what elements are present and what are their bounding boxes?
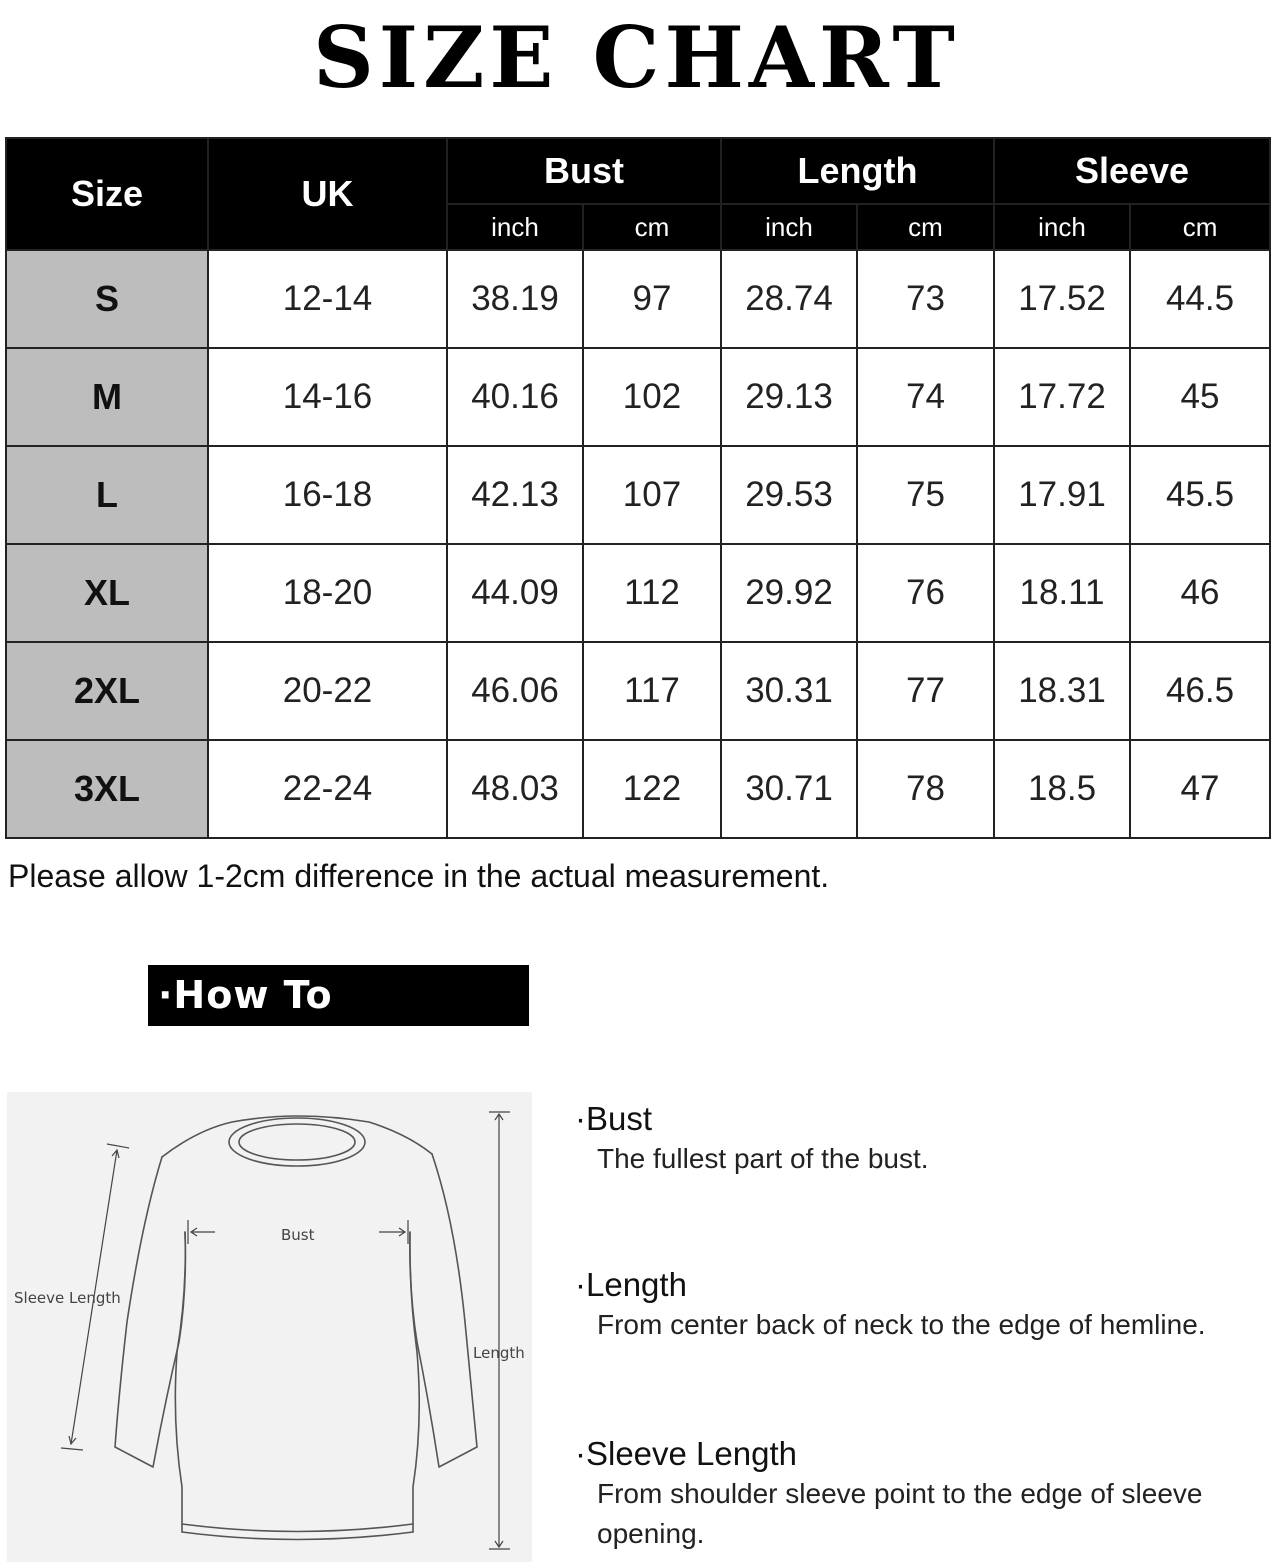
sleeve-description	[575, 1434, 1255, 1554]
bust-description	[575, 1099, 929, 1179]
uk-cell: 12-14	[208, 250, 447, 348]
length-description	[575, 1265, 1206, 1345]
sleeve-cm-cell: 44.5	[1130, 250, 1270, 348]
table-row	[6, 544, 1270, 642]
size-cell: L	[6, 446, 208, 544]
header-uk: UK	[208, 138, 447, 250]
subheader-sleeve-inch: inch	[994, 204, 1130, 250]
bust-cm-cell: 107	[583, 446, 721, 544]
table-row	[6, 250, 1270, 348]
garment-diagram	[7, 1092, 532, 1562]
header-bust: Bust	[447, 138, 721, 204]
sleeve-cm-cell: 46.5	[1130, 642, 1270, 740]
bust-cm-cell: 112	[583, 544, 721, 642]
sleeve-inch-cell: 18.11	[994, 544, 1130, 642]
size-cell: 3XL	[6, 740, 208, 838]
bust-cm-cell: 117	[583, 642, 721, 740]
length-inch-cell: 28.74	[721, 250, 857, 348]
diagram-bust-label: Bust	[281, 1226, 315, 1244]
uk-cell: 14-16	[208, 348, 447, 446]
bust-text: The fullest part of the bust.	[597, 1143, 929, 1174]
length-cm-cell: 77	[857, 642, 994, 740]
uk-cell: 18-20	[208, 544, 447, 642]
length-cm-cell: 73	[857, 250, 994, 348]
bust-inch-cell: 44.09	[447, 544, 583, 642]
subheader-length-cm: cm	[857, 204, 994, 250]
size-cell: XL	[6, 544, 208, 642]
bust-inch-cell: 40.16	[447, 348, 583, 446]
table-row	[6, 740, 1270, 838]
header-size: Size	[6, 138, 208, 250]
sleeve-inch-cell: 18.5	[994, 740, 1130, 838]
size-chart-table	[5, 137, 1271, 839]
uk-cell: 20-22	[208, 642, 447, 740]
table-row	[6, 642, 1270, 740]
bust-cm-cell: 97	[583, 250, 721, 348]
length-cm-cell: 78	[857, 740, 994, 838]
diagram-length-label: Length	[473, 1344, 525, 1362]
length-inch-cell: 29.92	[721, 544, 857, 642]
sleeve-inch-cell: 17.72	[994, 348, 1130, 446]
page-title: SIZE CHART	[313, 8, 960, 107]
bust-inch-cell: 42.13	[447, 446, 583, 544]
sleeve-heading: ·Sleeve Length	[575, 1435, 797, 1472]
table-row	[6, 446, 1270, 544]
sleeve-text: From shoulder sleeve point to the edge of sleeve opening.	[597, 1478, 1203, 1549]
table-row	[6, 348, 1270, 446]
length-inch-cell: 29.13	[721, 348, 857, 446]
sleeve-cm-cell: 45.5	[1130, 446, 1270, 544]
length-cm-cell: 76	[857, 544, 994, 642]
bust-inch-cell: 48.03	[447, 740, 583, 838]
bust-cm-cell: 102	[583, 348, 721, 446]
sleeve-cm-cell: 46	[1130, 544, 1270, 642]
subheader-length-inch: inch	[721, 204, 857, 250]
length-inch-cell: 29.53	[721, 446, 857, 544]
bust-heading: ·Bust	[575, 1100, 653, 1137]
diagram-sleeve-label: Sleeve Length	[14, 1289, 121, 1307]
shirt-illustration	[7, 1092, 532, 1562]
sleeve-inch-cell: 17.91	[994, 446, 1130, 544]
size-cell: 2XL	[6, 642, 208, 740]
length-text: From center back of neck to the edge of hemline.	[597, 1309, 1206, 1340]
length-inch-cell: 30.71	[721, 740, 857, 838]
bust-cm-cell: 122	[583, 740, 721, 838]
subheader-sleeve-cm: cm	[1130, 204, 1270, 250]
sleeve-cm-cell: 45	[1130, 348, 1270, 446]
size-cell: M	[6, 348, 208, 446]
length-cm-cell: 74	[857, 348, 994, 446]
measurement-note: Please allow 1-2cm difference in the actual measurement.	[8, 858, 830, 894]
sleeve-inch-cell: 17.52	[994, 250, 1130, 348]
subheader-bust-inch: inch	[447, 204, 583, 250]
header-sleeve: Sleeve	[994, 138, 1270, 204]
uk-cell: 16-18	[208, 446, 447, 544]
sleeve-cm-cell: 47	[1130, 740, 1270, 838]
how-to-measure-banner: ·How To Measure	[148, 965, 529, 1026]
bust-inch-cell: 46.06	[447, 642, 583, 740]
length-cm-cell: 75	[857, 446, 994, 544]
sleeve-inch-cell: 18.31	[994, 642, 1130, 740]
subheader-bust-cm: cm	[583, 204, 721, 250]
bust-inch-cell: 38.19	[447, 250, 583, 348]
header-length: Length	[721, 138, 994, 204]
length-inch-cell: 30.31	[721, 642, 857, 740]
length-heading: ·Length	[575, 1266, 687, 1303]
uk-cell: 22-24	[208, 740, 447, 838]
size-cell: S	[6, 250, 208, 348]
